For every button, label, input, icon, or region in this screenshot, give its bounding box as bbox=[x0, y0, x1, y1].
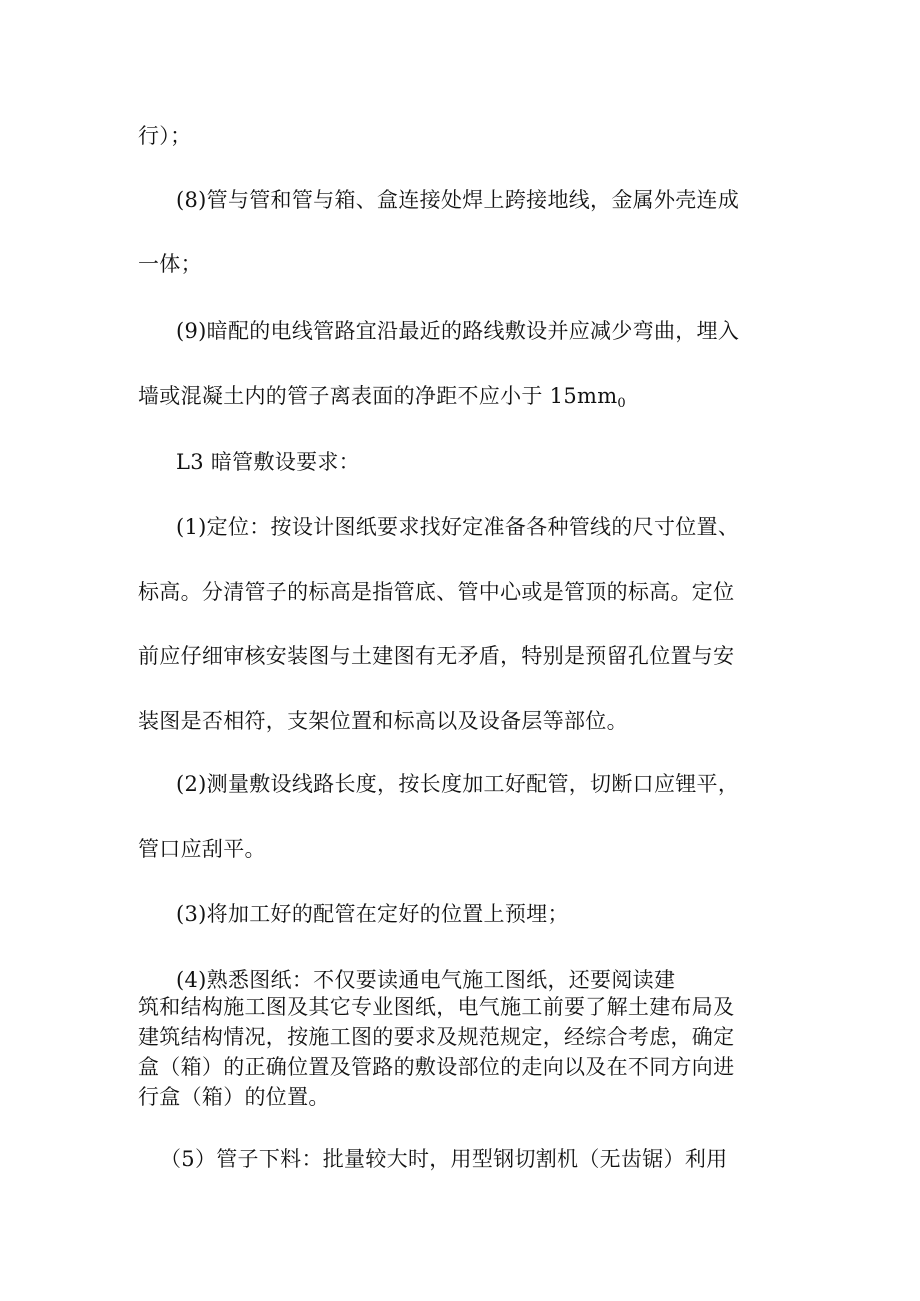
text-line: 行盒（箱）的位置。 bbox=[138, 1085, 330, 1109]
text-line: 管口应刮平。 bbox=[138, 837, 266, 861]
text-line: 装图是否相符，支架位置和标高以及设备层等部位。 bbox=[138, 709, 628, 733]
text-line: 一体； bbox=[138, 252, 202, 276]
text-line: 建筑结构情况，按施工图的要求及规范规定，经综合考虑，确定 bbox=[138, 1025, 735, 1049]
subscript: 0 bbox=[617, 396, 626, 411]
text-line: 行）； bbox=[138, 124, 192, 148]
text-line: (2)测量敷设线路长度，按长度加工好配管，切断口应锂平， bbox=[176, 772, 740, 796]
text-line: (8)管与管和管与箱、盒连接处焊上跨接地线，金属外壳连成 bbox=[176, 188, 740, 212]
text-line: (4)熟悉图纸：不仅要读通电气施工图纸，还要阅读建 bbox=[176, 968, 676, 992]
text-line: 标高。分清管子的标高是指管底、管中心或是管顶的标高。定位 bbox=[138, 580, 735, 604]
section-heading: L3 暗管敷设要求： bbox=[176, 450, 360, 474]
text-line: 筑和结构施工图及其它专业图纸，电气施工前要了解土建布局及 bbox=[138, 995, 735, 1019]
text-line: 墙或混凝土内的管子离表面的净距不应小于 15mm bbox=[138, 384, 618, 408]
text-line: （5）管子下料：批量较大时，用型钢切割机（无齿锯）利用 bbox=[160, 1147, 728, 1171]
text-line: 前应仔细审核安装图与土建图有无矛盾，特别是预留孔位置与安 bbox=[138, 644, 735, 668]
text-line: 盒（箱）的正确位置及管路的敷设部位的走向以及在不同方向进 bbox=[138, 1055, 735, 1079]
text-line: (9)暗配的电线管路宜沿最近的路线敷设并应减少弯曲，埋入 bbox=[176, 319, 740, 343]
text-line-with-subscript bbox=[138, 382, 626, 410]
text-line: (3)将加工好的配管在定好的位置上预埋； bbox=[176, 902, 569, 926]
text-line: (1)定位：按设计图纸要求找好定准备各种管线的尺寸位置、 bbox=[176, 515, 740, 539]
